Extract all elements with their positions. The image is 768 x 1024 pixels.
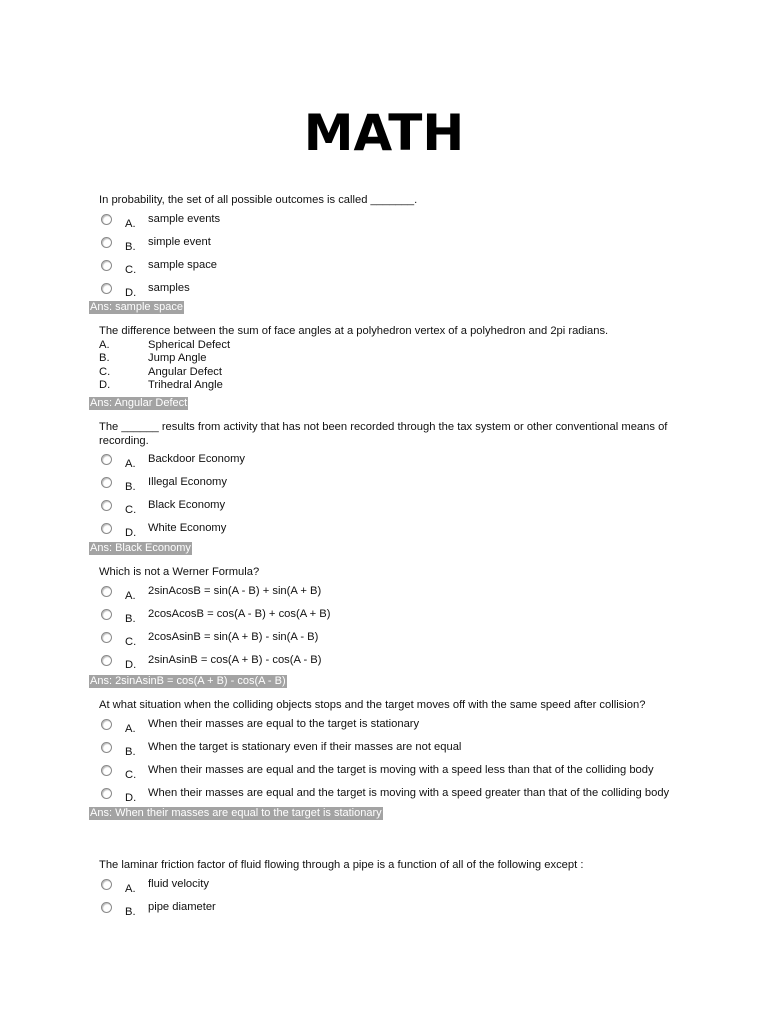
choice-letter: A.	[125, 882, 136, 895]
choice-c[interactable]	[0, 258, 768, 281]
radio-button-icon[interactable]	[101, 655, 112, 666]
question-6	[0, 859, 768, 923]
choice-text: simple event	[148, 235, 211, 248]
radio-button-icon[interactable]	[101, 609, 112, 620]
choice-text: When their masses are equal to the target is stationary	[148, 717, 420, 730]
choice-text: 2cosAsinB = sin(A + B) - sin(A - B)	[148, 630, 319, 643]
choice-a[interactable]	[0, 877, 768, 900]
choice-text: sample events	[148, 212, 221, 225]
answer-line	[0, 803, 383, 821]
choice-letter: D.	[99, 379, 111, 391]
answer-highlight: Ans: 2sinAsinB = cos(A + B) - cos(A - B)	[90, 675, 286, 687]
choice-text: Illegal Economy	[148, 476, 227, 488]
answer-highlight: Ans: Angular Defect	[90, 397, 188, 409]
choice-letter: D.	[125, 527, 137, 539]
answer-line	[0, 297, 184, 315]
choice-b[interactable]	[0, 607, 768, 630]
choice-text: Backdoor Economy	[148, 453, 246, 465]
choice-b	[0, 352, 768, 366]
radio-button-icon[interactable]	[101, 477, 112, 488]
choice-text: pipe diameter	[148, 900, 216, 913]
answer-line	[0, 393, 188, 411]
choice-letter: D.	[125, 658, 137, 671]
question-2	[0, 325, 768, 393]
choice-letter: B.	[99, 352, 110, 364]
radio-button-icon[interactable]	[101, 879, 112, 890]
radio-button-icon[interactable]	[101, 632, 112, 643]
choice-text: Spherical Defect	[148, 338, 231, 351]
radio-button-icon[interactable]	[101, 719, 112, 730]
choice-a	[0, 339, 768, 353]
radio-button-icon[interactable]	[101, 742, 112, 753]
choice-b[interactable]	[0, 235, 768, 258]
radio-button-icon[interactable]	[101, 260, 112, 271]
question-3	[0, 421, 768, 544]
choice-text: Trihedral Angle	[148, 379, 223, 391]
choice-text: When their masses are equal and the target is moving with a speed less than that of the colliding body	[148, 763, 654, 776]
choice-letter: A.	[99, 338, 110, 351]
choice-letter: A.	[125, 722, 136, 735]
radio-button-icon[interactable]	[101, 523, 112, 534]
choice-text: sample space	[148, 258, 218, 271]
choice-c[interactable]	[0, 763, 768, 786]
choice-letter: B.	[125, 745, 136, 758]
choice-a[interactable]	[0, 584, 768, 607]
question-text: Which is not a Werner Formula?	[99, 566, 260, 578]
choice-d	[0, 379, 768, 393]
choice-a[interactable]	[0, 452, 768, 475]
choice-text: 2sinAcosB = sin(A - B) + sin(A + B)	[148, 584, 322, 597]
choice-letter: B.	[125, 612, 136, 625]
choice-letter: A.	[125, 458, 136, 470]
choice-letter: B.	[125, 240, 136, 253]
choice-text: Jump Angle	[148, 352, 207, 364]
answer-line	[0, 538, 192, 556]
radio-button-icon[interactable]	[101, 214, 112, 225]
choice-text: Angular Defect	[148, 365, 223, 378]
choice-letter: C.	[125, 635, 137, 648]
answer-highlight: Ans: When their masses are equal to the target is stationary	[90, 807, 382, 819]
choice-text: samples	[148, 281, 190, 294]
choice-c[interactable]	[0, 630, 768, 653]
choice-text: fluid velocity	[148, 877, 209, 890]
answer-highlight: Ans: sample space	[90, 301, 183, 313]
radio-button-icon[interactable]	[101, 765, 112, 776]
question-4	[0, 566, 768, 676]
question-text: The laminar friction factor of fluid flowing through a pipe is a function of all of the following except :	[99, 859, 584, 871]
choice-c	[0, 366, 768, 380]
choice-text: 2sinAsinB = cos(A + B) - cos(A - B)	[148, 653, 322, 666]
choice-letter: D.	[125, 286, 137, 299]
question-text: In probability, the set of all possible outcomes is called _______.	[99, 194, 418, 206]
question-text: The difference between the sum of face angles at a polyhedron vertex of a polyhedron and 2pi radians.	[99, 325, 609, 337]
answer-highlight: Ans: Black Economy	[90, 542, 191, 554]
radio-button-icon[interactable]	[101, 283, 112, 294]
choice-letter: C.	[125, 263, 137, 276]
page-title: MATH	[303, 104, 465, 162]
radio-button-icon[interactable]	[101, 586, 112, 597]
choice-letter: A.	[125, 589, 136, 602]
question-5	[0, 699, 768, 809]
radio-button-icon[interactable]	[101, 237, 112, 248]
choice-text: When the target is stationary even if their masses are not equal	[148, 740, 462, 753]
choice-letter: D.	[125, 791, 137, 804]
question-text: The ______ results from activity that has not been recorded through the tax system or other conventional means of recording.	[99, 421, 668, 447]
choice-letter: B.	[125, 481, 136, 493]
answer-line	[0, 671, 287, 689]
choice-text: 2cosAcosB = cos(A - B) + cos(A + B)	[148, 607, 331, 620]
choice-letter: B.	[125, 905, 136, 918]
radio-button-icon[interactable]	[101, 500, 112, 511]
radio-button-icon[interactable]	[101, 788, 112, 799]
choice-letter: C.	[125, 768, 137, 781]
choice-letter: C.	[99, 365, 111, 378]
radio-button-icon[interactable]	[101, 902, 112, 913]
choice-b[interactable]	[0, 475, 768, 498]
choice-a[interactable]	[0, 212, 768, 235]
choice-letter: C.	[125, 504, 137, 516]
choice-b[interactable]	[0, 740, 768, 763]
choice-letter: A.	[125, 217, 136, 230]
radio-button-icon[interactable]	[101, 454, 112, 465]
question-1	[0, 194, 768, 304]
choice-c[interactable]	[0, 498, 768, 521]
choice-b[interactable]	[0, 900, 768, 923]
question-text: At what situation when the colliding objects stops and the target moves off with the same speed after collision?	[99, 699, 646, 711]
choice-text: Black Economy	[148, 499, 226, 511]
choice-a[interactable]	[0, 717, 768, 740]
choice-text: White Economy	[148, 522, 227, 534]
choice-text: When their masses are equal and the target is moving with a speed greater than that of the colliding body	[148, 786, 670, 799]
